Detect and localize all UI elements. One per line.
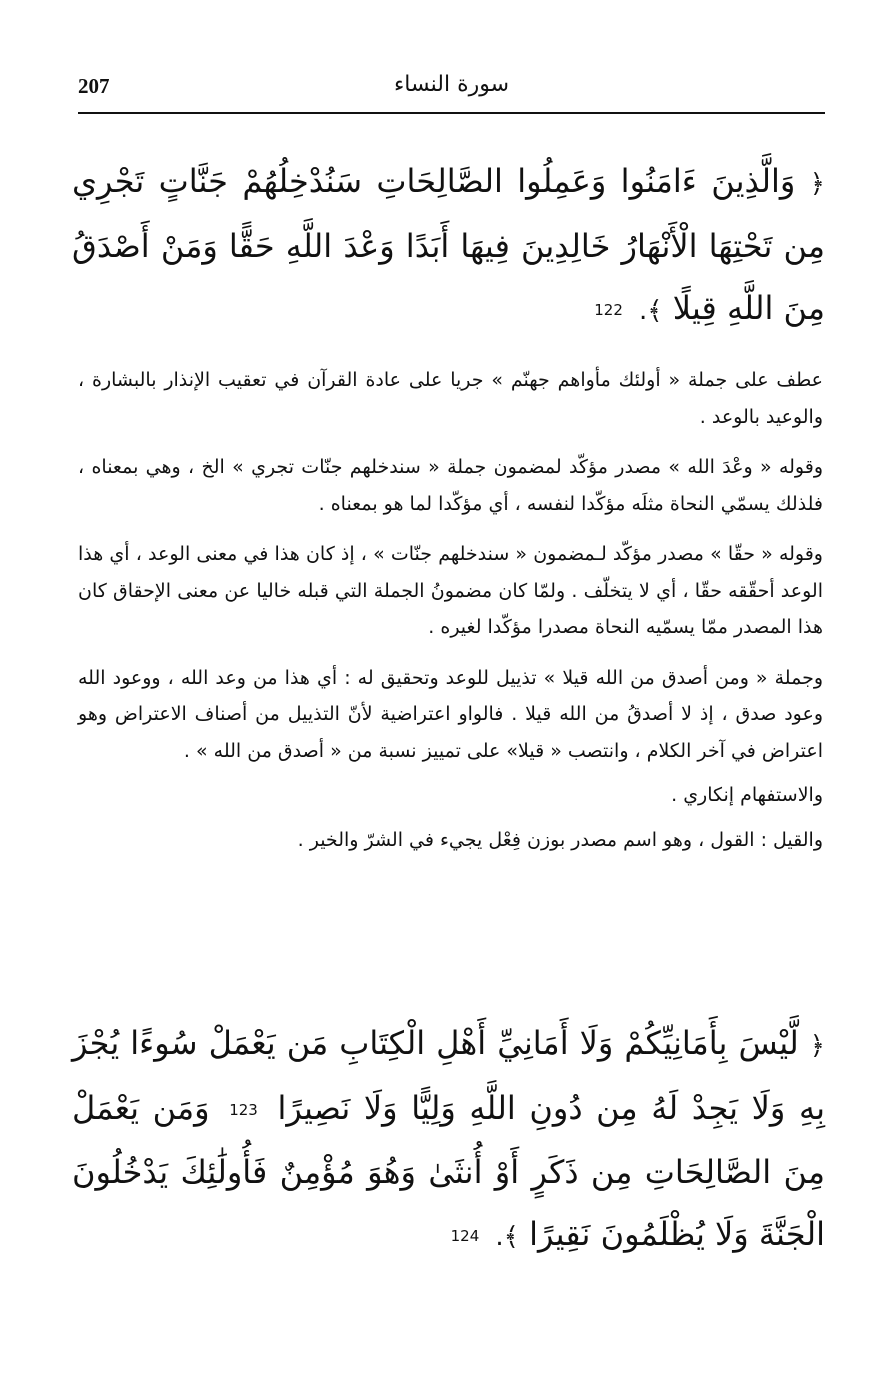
commentary-paragraph: وقوله « حقّا » مصدر مؤكّد لـمضمون « سندخلهم جنّات » ، إذ كان هذا في معنى الوعد ، أي هذا الوعد أحقّقه حقّا ، أي لا يتخلّف . ولمّا كان مضمونُ الجملة التي قبله خاليا عن معنى الإحقاق كان هذا المصدر ممّا يسمّيه النحاة مصدرا مؤكّدا لغيره .	[78, 543, 823, 638]
page-number: 207	[78, 74, 110, 98]
verse-close-ornament: ﴾.	[495, 1222, 519, 1252]
surah-title: سورة النساء	[393, 72, 510, 97]
tafsir-commentary	[78, 362, 823, 872]
verse-open-ornament: ﴿	[809, 169, 826, 199]
quran-verse-123-124	[72, 1012, 825, 1268]
verse-number: 122	[594, 301, 623, 319]
verse-marker-123: 123	[229, 1101, 258, 1119]
verse-close-ornament: ﴾.	[639, 296, 663, 326]
commentary-paragraph: والقيل : القول ، وهو اسم مصدر بوزن فِعْل يجيء في الشرّ والخير .	[297, 828, 823, 851]
commentary-paragraph: عطف على جملة « أولئك مأواهم جهنّم » جريا على عادة القرآن في تعقيب الإنذار بالبشارة ، والوعيد بالوعد .	[78, 369, 823, 428]
verse-text: وَالَّذِينَ ءَامَنُوا وَعَمِلُوا الصَّالِحَاتِ سَنُدْخِلُهُمْ جَنَّاتٍ تَجْرِي مِن تَحْتِهَا الْأَنْهَارُ خَالِدِينَ فِيهَا أَبَدًا وَعْدَ اللَّهِ حَقًّا وَمَنْ أَصْدَقُ مِنَ اللَّهِ قِيلًا	[72, 162, 825, 327]
verse-number: 124	[450, 1227, 480, 1245]
quran-verse-122	[72, 150, 825, 342]
verse-text: وَمَن يَعْمَلْ مِنَ الصَّالِحَاتِ مِن ذَكَرٍ أَوْ أُنثَىٰ وَهُوَ مُؤْمِنٌ فَأُولَٰئِكَ يَدْخُلُونَ الْجَنَّةَ وَلَا يُظْلَمُونَ نَقِيرًا	[72, 1089, 825, 1253]
page-header	[78, 68, 825, 114]
commentary-paragraph: وجملة « ومن أصدق من الله قيلا » تذييل للوعد وتحقيق له : أي هذا من وعد الله ، ووعود الله وعود صدق ، إذ لا أصدقُ من الله قيلا . فالواو اعتراضية لأنّ التذييل من أصناف الاعتراض وهو اعتراض في آخر الكلام ، وانتصب « قيلا» على تمييز نسبة من « أصدق من الله » .	[78, 666, 823, 762]
verse-text: لَّيْسَ بِأَمَانِيِّكُمْ وَلَا أَمَانِيِّ أَهْلِ الْكِتَابِ مَن يَعْمَلْ سُوءًا يُجْزَ بِهِ وَلَا يَجِدْ لَهُ مِن دُونِ اللَّهِ وَلِيًّا وَلَا نَصِيرًا	[72, 1024, 826, 1127]
commentary-paragraph: والاستفهام إنكاري .	[671, 784, 823, 806]
commentary-paragraph: وقوله « وعْدَ الله » مصدر مؤكّد لمضمون جملة « سندخلهم جنّات تجري » الخ ، وهي بمعناه ، فلذلك يسمّي النحاة مثلَه مؤكّدا لنفسه ، أي مؤكّدا لما هو بمعناه .	[78, 456, 823, 515]
verse-open-ornament: ﴿	[809, 1031, 826, 1061]
